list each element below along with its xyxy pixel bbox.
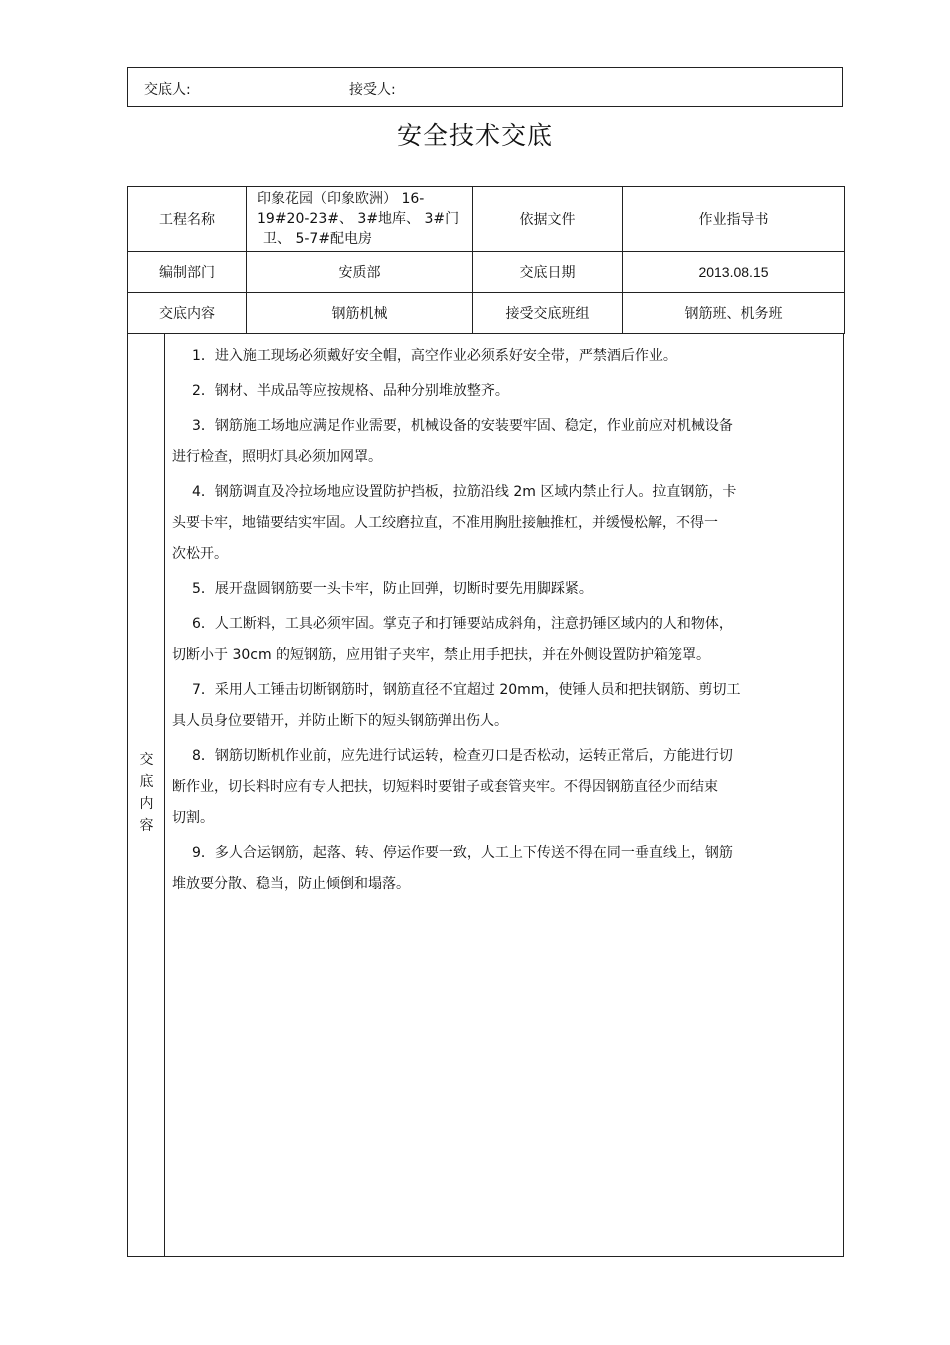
item-line: 8．钢筋切断机作业前，应先进行试运转，检查刃口是否松动，运转正常后，方能进行切: [192, 748, 733, 764]
side-column: [128, 333, 165, 1256]
giver-label: 交底人:: [144, 82, 191, 98]
item-4: [172, 477, 818, 570]
project-name-line: 19#20-23#、 3#地库、 3#门: [257, 211, 460, 227]
disclosure-content: [172, 341, 818, 904]
info-row-dept: [128, 252, 845, 293]
item-line: 头要卡牢，地锚要结实牢固。人工绞磨拉直，不准用胸肚接触推杠，并缓慢松解，不得一: [172, 515, 718, 531]
side-label-char: 交: [139, 752, 154, 768]
team-value: 钢筋班、机务班: [623, 293, 845, 334]
signature-box: [127, 67, 843, 107]
content-value: 钢筋机械: [247, 293, 473, 334]
side-label-char: 内: [139, 796, 154, 812]
item-line: 次松开。: [172, 546, 228, 562]
item-line: 2．钢材、半成品等应按规格、品种分别堆放整齐。: [192, 383, 509, 399]
basis-label: 依据文件: [473, 187, 623, 252]
disclosure-body: [127, 333, 844, 1257]
item-5: [172, 574, 818, 605]
item-line: 5．展开盘圆钢筋要一头卡牢，防止回弹，切断时要先用脚踩紧。: [192, 581, 593, 597]
item-2: [172, 376, 818, 407]
item-line: 4．钢筋调直及冷拉场地应设置防护挡板，拉筋沿线 2m 区域内禁止行人。拉直钢筋，卡: [192, 484, 737, 500]
side-label: [128, 749, 165, 837]
page-title: 安全技术交底: [396, 121, 553, 150]
project-name-label: 工程名称: [128, 187, 247, 252]
project-name-value: [247, 187, 473, 252]
team-label: 接受交底班组: [473, 293, 623, 334]
item-9: [172, 838, 818, 900]
basis-value: 作业指导书: [623, 187, 845, 252]
info-table: [127, 186, 845, 334]
item-line: 进行检查，照明灯具必须加网罩。: [172, 449, 382, 465]
date-label: 交底日期: [473, 252, 623, 293]
date-value: 2013.08.15: [623, 252, 845, 293]
item-7: [172, 675, 818, 737]
item-line: 9．多人合运钢筋，起落、转、停运作要一致，人工上下传送不得在同一垂直线上，钢筋: [192, 845, 733, 861]
item-line: 7．采用人工锤击切断钢筋时，钢筋直径不宜超过 20mm，使锤人员和把扶钢筋、剪切工: [192, 682, 741, 698]
item-line: 堆放要分散、稳当，防止倾倒和塌落。: [172, 876, 410, 892]
dept-value: 安质部: [247, 252, 473, 293]
item-3: [172, 411, 818, 473]
item-line: 3．钢筋施工场地应满足作业需要，机械设备的安装要牢固、稳定，作业前应对机械设备: [192, 418, 733, 434]
receiver-label: 接受人:: [349, 82, 396, 98]
item-line: 断作业，切长料时应有专人把扶，切短料时要钳子或套管夹牢。不得因钢筋直径少而结束: [172, 779, 718, 795]
item-line: 6．人工断料，工具必须牢固。掌克子和打锤要站成斜角，注意扔锤区域内的人和物体，: [192, 616, 733, 632]
side-label-char: 容: [139, 818, 154, 834]
item-6: [172, 609, 818, 671]
info-row-content: [128, 293, 845, 334]
item-1: [172, 341, 818, 372]
item-8: [172, 741, 818, 834]
content-label: 交底内容: [128, 293, 247, 334]
info-row-project: [128, 187, 845, 252]
project-name-line: 印象花园（印象欧洲） 16-: [257, 191, 425, 207]
project-name-line: 卫、 5-7#配电房: [263, 231, 373, 247]
side-label-char: 底: [139, 774, 154, 790]
item-line: 1．进入施工现场必须戴好安全帽，高空作业必须系好安全带，严禁酒后作业。: [192, 348, 677, 364]
item-line: 切割。: [172, 810, 214, 826]
item-line: 具人员身位要错开，并防止断下的短头钢筋弹出伤人。: [172, 713, 508, 729]
item-line: 切断小于 30cm 的短钢筋，应用钳子夹牢，禁止用手把扶，并在外侧设置防护箱笼罩。: [172, 647, 711, 663]
dept-label: 编制部门: [128, 252, 247, 293]
